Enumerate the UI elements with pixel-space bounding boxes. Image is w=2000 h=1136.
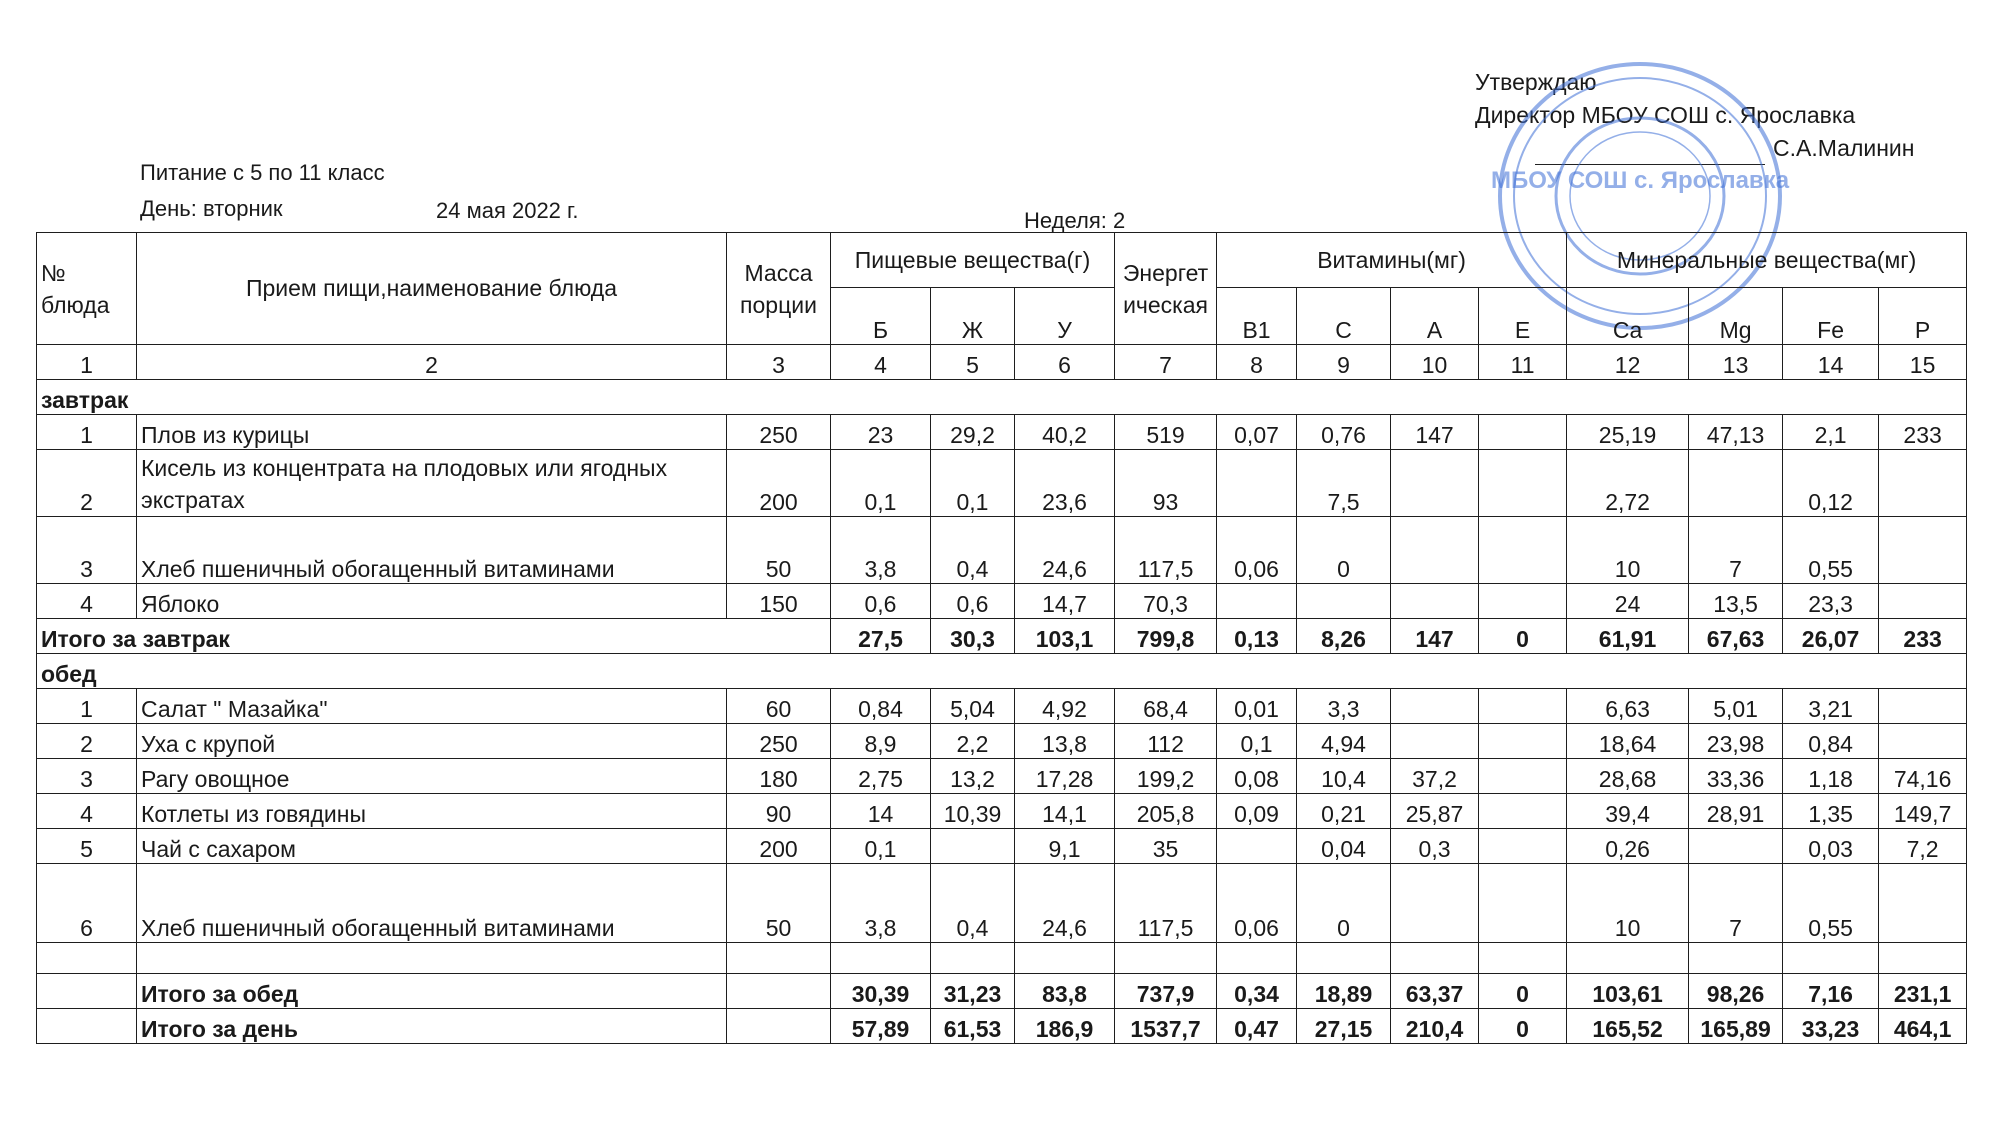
total-value: 0,47 — [1217, 1009, 1297, 1044]
dish-name: Котлеты из говядины — [137, 794, 727, 829]
dish-value: 0,76 — [1297, 415, 1391, 450]
dish-value: 1,18 — [1783, 759, 1879, 794]
dish-value: 3,3 — [1297, 689, 1391, 724]
dish-value — [1391, 864, 1479, 943]
total-value: 63,37 — [1391, 974, 1479, 1009]
dish-value: 28,68 — [1567, 759, 1689, 794]
dish-value: 112 — [1115, 724, 1217, 759]
dish-value: 35 — [1115, 829, 1217, 864]
column-number: 10 — [1391, 345, 1479, 380]
dish-value: 24 — [1567, 584, 1689, 619]
dish-value: 2 — [37, 724, 137, 759]
dish-row — [37, 517, 1967, 584]
dish-value: 29,2 — [931, 415, 1015, 450]
dish-value: 0,12 — [1783, 450, 1879, 517]
total-value: 8,26 — [1297, 619, 1391, 654]
sub-header: Б — [831, 288, 931, 345]
dish-name: Чай с сахаром — [137, 829, 727, 864]
section-breakfast — [37, 380, 1967, 415]
day-total-row — [37, 1009, 1967, 1044]
menu-day: День: вторник — [140, 196, 283, 221]
column-number: 6 — [1015, 345, 1115, 380]
dish-value: 4 — [37, 584, 137, 619]
total-value: 61,91 — [1567, 619, 1689, 654]
dish-value: 25,19 — [1567, 415, 1689, 450]
dish-value — [1479, 450, 1567, 517]
column-number: 5 — [931, 345, 1015, 380]
dish-value: 0,1 — [931, 450, 1015, 517]
dish-value: 0,07 — [1217, 415, 1297, 450]
total-value: 0,13 — [1217, 619, 1297, 654]
section-lunch — [37, 654, 1967, 689]
sub-header: Р — [1879, 288, 1967, 345]
dish-value: 3 — [37, 517, 137, 584]
dish-value — [1879, 450, 1967, 517]
column-number: 7 — [1115, 345, 1217, 380]
total-value: 1537,7 — [1115, 1009, 1217, 1044]
total-value: 27,15 — [1297, 1009, 1391, 1044]
approval-signer: С.А.Малинин — [1773, 135, 1915, 161]
dish-name: Хлеб пшеничный обогащенный витаминами — [137, 864, 727, 943]
empty-row — [37, 943, 1967, 974]
dish-value: 6 — [37, 864, 137, 943]
column-number: 9 — [1297, 345, 1391, 380]
group-minerals: Минеральные вещества(мг) — [1567, 233, 1967, 288]
total-label: Итого за день — [137, 1009, 727, 1044]
dish-value: 250 — [727, 415, 831, 450]
dish-value: 0,84 — [831, 689, 931, 724]
dish-value — [1391, 724, 1479, 759]
dish-value: 17,28 — [1015, 759, 1115, 794]
empty-cell — [831, 943, 931, 974]
dish-value: 8,9 — [831, 724, 931, 759]
dish-value: 10,4 — [1297, 759, 1391, 794]
dish-value: 50 — [727, 517, 831, 584]
dish-name: Рагу овощное — [137, 759, 727, 794]
total-value: 0 — [1479, 974, 1567, 1009]
dish-value: 2,72 — [1567, 450, 1689, 517]
sub-header: Ж — [931, 288, 1015, 345]
dish-value: 147 — [1391, 415, 1479, 450]
dish-value — [1479, 517, 1567, 584]
dish-value: 0,6 — [831, 584, 931, 619]
dish-value: 150 — [727, 584, 831, 619]
dish-value: 23,6 — [1015, 450, 1115, 517]
dish-value: 5,04 — [931, 689, 1015, 724]
column-number: 11 — [1479, 345, 1567, 380]
sub-header: В1 — [1217, 288, 1297, 345]
dish-value: 0,09 — [1217, 794, 1297, 829]
total-value: 31,23 — [931, 974, 1015, 1009]
breakfast-total-row — [37, 619, 1967, 654]
column-number: 14 — [1783, 345, 1879, 380]
sub-header: Fe — [1783, 288, 1879, 345]
dish-value: 0 — [1297, 517, 1391, 584]
empty-cell — [137, 943, 727, 974]
dish-value: 250 — [727, 724, 831, 759]
column-number: 2 — [137, 345, 727, 380]
menu-date: 24 мая 2022 г. — [436, 198, 579, 223]
total-label: Итого за обед — [137, 974, 727, 1009]
lunch-total-row — [37, 974, 1967, 1009]
dish-value: 0,55 — [1783, 517, 1879, 584]
dish-value — [1217, 829, 1297, 864]
dish-value: 13,5 — [1689, 584, 1783, 619]
dish-value: 3,8 — [831, 517, 931, 584]
dish-value — [1479, 689, 1567, 724]
dish-value: 5,01 — [1689, 689, 1783, 724]
total-value: 799,8 — [1115, 619, 1217, 654]
dish-value — [1391, 517, 1479, 584]
total-value: 165,52 — [1567, 1009, 1689, 1044]
dish-value — [1297, 584, 1391, 619]
dish-value — [1689, 829, 1783, 864]
total-value: 30,39 — [831, 974, 931, 1009]
dish-value: 40,2 — [1015, 415, 1115, 450]
dish-value — [1479, 829, 1567, 864]
dish-value: 4,94 — [1297, 724, 1391, 759]
approval-title: Утверждаю — [1475, 69, 1597, 95]
dish-value: 1 — [37, 689, 137, 724]
dish-row — [37, 584, 1967, 619]
dish-value: 10 — [1567, 864, 1689, 943]
menu-title: Питание с 5 по 11 класс — [140, 160, 385, 185]
dish-value: 4 — [37, 794, 137, 829]
approval-director: Директор МБОУ СОШ с. Ярославка — [1475, 102, 1856, 128]
total-value: 7,16 — [1783, 974, 1879, 1009]
total-value: 98,26 — [1689, 974, 1783, 1009]
dish-value: 0,21 — [1297, 794, 1391, 829]
dish-name: Уха с крупой — [137, 724, 727, 759]
column-number: 3 — [727, 345, 831, 380]
total-value: 103,61 — [1567, 974, 1689, 1009]
sub-header: А — [1391, 288, 1479, 345]
dish-value: 7 — [1689, 517, 1783, 584]
dish-value: 3,8 — [831, 864, 931, 943]
total-value: 0,34 — [1217, 974, 1297, 1009]
column-number: 13 — [1689, 345, 1783, 380]
column-number: 15 — [1879, 345, 1967, 380]
dish-value: 0,4 — [931, 517, 1015, 584]
dish-name: Кисель из концентрата на плодовых или ягодных экстратах — [137, 450, 727, 517]
dish-value: 2,1 — [1783, 415, 1879, 450]
total-value: 233 — [1879, 619, 1967, 654]
dish-value: 60 — [727, 689, 831, 724]
dish-value — [1479, 584, 1567, 619]
sub-header: У — [1015, 288, 1115, 345]
total-value: 210,4 — [1391, 1009, 1479, 1044]
dish-value: 37,2 — [1391, 759, 1479, 794]
total-value: 737,9 — [1115, 974, 1217, 1009]
total-value: 67,63 — [1689, 619, 1783, 654]
dish-value: 9,1 — [1015, 829, 1115, 864]
col-name: Прием пищи,наименование блюда — [137, 233, 727, 345]
dish-row — [37, 689, 1967, 724]
dish-value: 13,8 — [1015, 724, 1115, 759]
empty-cell — [37, 974, 137, 1009]
dish-value: 0,55 — [1783, 864, 1879, 943]
dish-value: 70,3 — [1115, 584, 1217, 619]
empty-cell — [1479, 943, 1567, 974]
empty-cell — [727, 974, 831, 1009]
dish-value — [1479, 415, 1567, 450]
total-value: 18,89 — [1297, 974, 1391, 1009]
dish-value: 6,63 — [1567, 689, 1689, 724]
sub-header: С — [1297, 288, 1391, 345]
dish-value: 200 — [727, 450, 831, 517]
dish-value: 0,3 — [1391, 829, 1479, 864]
dish-value: 39,4 — [1567, 794, 1689, 829]
col-energy: Энергетическая — [1115, 233, 1217, 345]
col-dish-no: № блюда — [37, 233, 137, 345]
total-value: 165,89 — [1689, 1009, 1783, 1044]
dish-value: 13,2 — [931, 759, 1015, 794]
dish-value — [1391, 450, 1479, 517]
dish-value: 23 — [831, 415, 931, 450]
total-value: 33,23 — [1783, 1009, 1879, 1044]
empty-cell — [1297, 943, 1391, 974]
total-label: Итого за завтрак — [37, 619, 831, 654]
dish-value: 0,06 — [1217, 864, 1297, 943]
empty-cell — [727, 1009, 831, 1044]
empty-cell — [1567, 943, 1689, 974]
dish-value: 90 — [727, 794, 831, 829]
dish-value: 117,5 — [1115, 864, 1217, 943]
dish-value — [931, 829, 1015, 864]
dish-value: 180 — [727, 759, 831, 794]
dish-value: 0,04 — [1297, 829, 1391, 864]
dish-value: 3 — [37, 759, 137, 794]
total-value: 83,8 — [1015, 974, 1115, 1009]
empty-cell — [37, 1009, 137, 1044]
dish-value — [1879, 517, 1967, 584]
total-value: 147 — [1391, 619, 1479, 654]
dish-value — [1217, 450, 1297, 517]
empty-cell — [1689, 943, 1783, 974]
dish-row — [37, 794, 1967, 829]
dish-value — [1879, 864, 1967, 943]
dish-value: 0,4 — [931, 864, 1015, 943]
dish-value: 0,08 — [1217, 759, 1297, 794]
dish-value: 14 — [831, 794, 931, 829]
dish-value: 0,06 — [1217, 517, 1297, 584]
empty-cell — [1879, 943, 1967, 974]
stamp-text: МБОУ СОШ с. Ярославка — [1490, 167, 1790, 194]
dish-value: 0,03 — [1783, 829, 1879, 864]
dish-value: 24,6 — [1015, 864, 1115, 943]
dish-value: 3,21 — [1783, 689, 1879, 724]
empty-cell — [727, 943, 831, 974]
dish-value: 2,75 — [831, 759, 931, 794]
dish-value: 74,16 — [1879, 759, 1967, 794]
dish-value: 7,2 — [1879, 829, 1967, 864]
dish-value — [1391, 584, 1479, 619]
dish-row — [37, 829, 1967, 864]
sub-header: Е — [1479, 288, 1567, 345]
dish-value: 24,6 — [1015, 517, 1115, 584]
column-number-row — [37, 345, 1967, 380]
dish-value: 205,8 — [1115, 794, 1217, 829]
dish-value: 0,1 — [1217, 724, 1297, 759]
empty-cell — [1015, 943, 1115, 974]
dish-row — [37, 724, 1967, 759]
dish-value: 25,87 — [1391, 794, 1479, 829]
empty-cell — [1391, 943, 1479, 974]
dish-value — [1479, 864, 1567, 943]
dish-value: 0,1 — [831, 829, 931, 864]
dish-value: 50 — [727, 864, 831, 943]
total-value: 231,1 — [1879, 974, 1967, 1009]
sub-header: Ca — [1567, 288, 1689, 345]
dish-value: 149,7 — [1879, 794, 1967, 829]
dish-value: 18,64 — [1567, 724, 1689, 759]
empty-cell — [1217, 943, 1297, 974]
dish-value: 233 — [1879, 415, 1967, 450]
column-number: 4 — [831, 345, 931, 380]
total-value: 57,89 — [831, 1009, 931, 1044]
dish-value — [1479, 794, 1567, 829]
dish-name: Яблоко — [137, 584, 727, 619]
dish-value: 0,6 — [931, 584, 1015, 619]
dish-value: 519 — [1115, 415, 1217, 450]
menu-week: Неделя: 2 — [1024, 208, 1126, 233]
total-value: 464,1 — [1879, 1009, 1967, 1044]
dish-value: 0 — [1297, 864, 1391, 943]
dish-row — [37, 759, 1967, 794]
dish-value: 1 — [37, 415, 137, 450]
total-value: 0 — [1479, 619, 1567, 654]
section-label: обед — [37, 654, 1967, 689]
dish-row — [37, 415, 1967, 450]
empty-cell — [1783, 943, 1879, 974]
dish-value: 7 — [1689, 864, 1783, 943]
dish-value: 5 — [37, 829, 137, 864]
dish-name: Хлеб пшеничный обогащенный витаминами — [137, 517, 727, 584]
dish-value: 7,5 — [1297, 450, 1391, 517]
dish-value: 4,92 — [1015, 689, 1115, 724]
dish-value: 0,84 — [1783, 724, 1879, 759]
dish-value — [1689, 450, 1783, 517]
total-value: 186,9 — [1015, 1009, 1115, 1044]
column-number: 12 — [1567, 345, 1689, 380]
dish-value: 33,36 — [1689, 759, 1783, 794]
col-mass: Масса порции — [727, 233, 831, 345]
dish-value: 200 — [727, 829, 831, 864]
dish-value: 2,2 — [931, 724, 1015, 759]
header-row — [37, 233, 1967, 288]
dish-value: 47,13 — [1689, 415, 1783, 450]
total-value: 61,53 — [931, 1009, 1015, 1044]
dish-value — [1879, 689, 1967, 724]
total-value: 30,3 — [931, 619, 1015, 654]
column-number: 1 — [37, 345, 137, 380]
dish-value: 68,4 — [1115, 689, 1217, 724]
dish-value: 0,01 — [1217, 689, 1297, 724]
dish-value — [1879, 724, 1967, 759]
empty-cell — [931, 943, 1015, 974]
dish-value — [1479, 759, 1567, 794]
dish-row — [37, 450, 1967, 517]
dish-value: 28,91 — [1689, 794, 1783, 829]
menu-table — [36, 232, 1967, 1044]
dish-value: 0,1 — [831, 450, 931, 517]
dish-value: 117,5 — [1115, 517, 1217, 584]
dish-value: 23,98 — [1689, 724, 1783, 759]
dish-value: 14,7 — [1015, 584, 1115, 619]
total-value: 27,5 — [831, 619, 931, 654]
empty-cell — [37, 943, 137, 974]
dish-value: 0,26 — [1567, 829, 1689, 864]
dish-value: 23,3 — [1783, 584, 1879, 619]
dish-row — [37, 864, 1967, 943]
dish-value — [1217, 584, 1297, 619]
group-vitamins: Витамины(мг) — [1217, 233, 1567, 288]
dish-name: Салат " Мазайка" — [137, 689, 727, 724]
dish-value — [1479, 724, 1567, 759]
dish-value: 14,1 — [1015, 794, 1115, 829]
dish-value: 93 — [1115, 450, 1217, 517]
empty-cell — [1115, 943, 1217, 974]
dish-value: 1,35 — [1783, 794, 1879, 829]
total-value: 26,07 — [1783, 619, 1879, 654]
column-number: 8 — [1217, 345, 1297, 380]
total-value: 103,1 — [1015, 619, 1115, 654]
dish-name: Плов из курицы — [137, 415, 727, 450]
group-nutrients: Пищевые вещества(г) — [831, 233, 1115, 288]
section-label: завтрак — [37, 380, 1967, 415]
sub-header: Mg — [1689, 288, 1783, 345]
dish-value — [1879, 584, 1967, 619]
dish-value: 10 — [1567, 517, 1689, 584]
dish-value: 199,2 — [1115, 759, 1217, 794]
total-value: 0 — [1479, 1009, 1567, 1044]
dish-value — [1391, 689, 1479, 724]
dish-value: 2 — [37, 450, 137, 517]
dish-value: 10,39 — [931, 794, 1015, 829]
